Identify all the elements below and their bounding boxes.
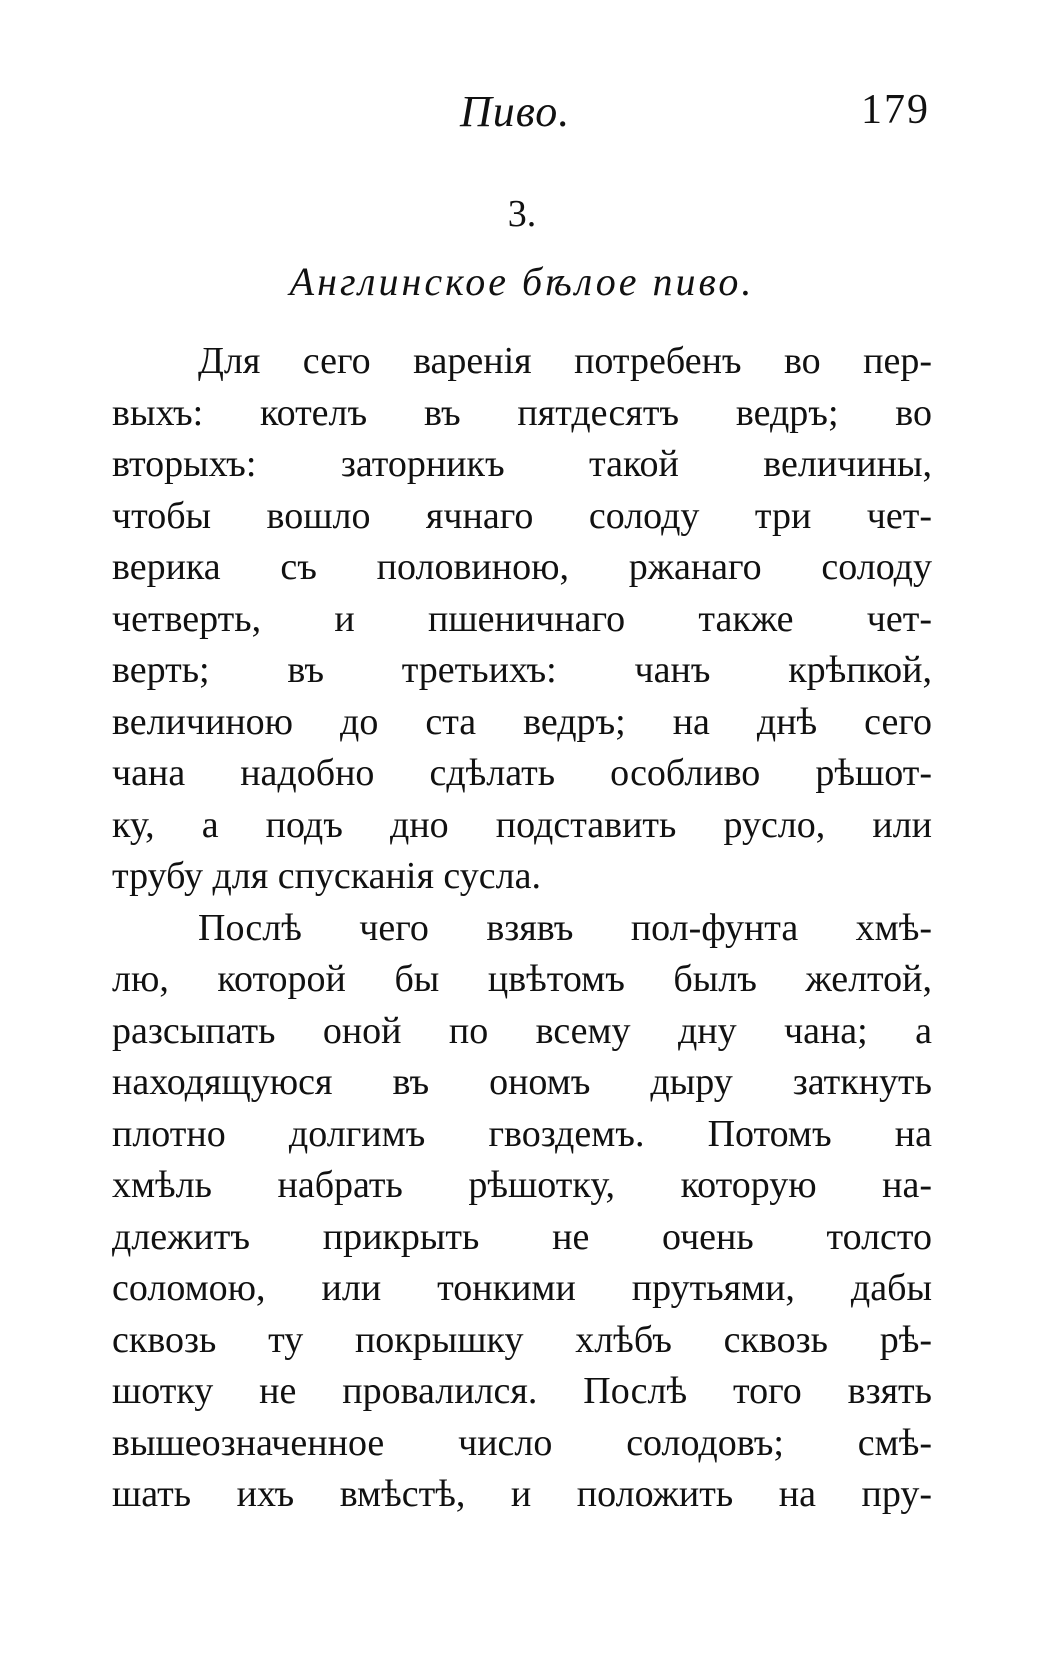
text-line: находящуюся въ ономъ дыру заткнуть: [112, 1061, 932, 1103]
text-line: Для сего варенія потребенъ во пер-: [198, 340, 932, 382]
body-text: [112, 336, 932, 1521]
text-line: соломою, или тонкими прутьями, дабы: [112, 1267, 932, 1309]
text-line: плотно долгимъ гвоздемъ. Потомъ на: [112, 1112, 932, 1155]
text-line: четверть, и пшеничнаго также чет-: [112, 597, 932, 640]
text-line: вышеозначенное число солодовъ; смѣ-: [112, 1421, 932, 1464]
text-line: ку, а подъ дно подставить русло, или: [112, 803, 932, 846]
text-line: шать ихъ вмѣстѣ, и положить на пру-: [112, 1473, 932, 1515]
running-head: Пиво.: [460, 87, 571, 136]
text-line: выхъ: котелъ въ пятдесятъ ведръ; во: [112, 391, 932, 434]
text-line: трубу для спусканія сусла.: [112, 855, 541, 897]
text-line: чтобы вошло ячнаго солоду три чет-: [112, 494, 932, 537]
text-line: лю, которой бы цвѣтомъ былъ желтой,: [112, 958, 932, 1000]
text-line: величиною до ста ведръ; на днѣ сего: [112, 700, 932, 743]
text-line: чана надобно сдѣлать особливо рѣшот-: [112, 752, 932, 794]
text-line: верика съ половиною, ржанаго солоду: [112, 546, 932, 588]
section-number: 3.: [507, 193, 537, 235]
text-line: хмѣль набрать рѣшотку, которую на-: [112, 1164, 932, 1206]
text-line: вторыхъ: заторникъ такой величины,: [112, 443, 932, 485]
section-title: Англинское бѣлое пиво.: [289, 259, 755, 304]
page-number: 179: [861, 87, 930, 133]
text-line: Послѣ чего взявъ пол-фунта хмѣ-: [198, 906, 932, 949]
text-line: верть; въ третьихъ: чанъ крѣпкой,: [112, 649, 932, 691]
text-line: разсыпать оной по всему дну чана; а: [112, 1009, 932, 1052]
text-line: шотку не провалился. Послѣ того взять: [112, 1370, 932, 1412]
text-line: длежитъ прикрыть не очень толсто: [112, 1215, 932, 1258]
text-line: сквозь ту покрышку хлѣбъ сквозь рѣ-: [112, 1318, 932, 1361]
